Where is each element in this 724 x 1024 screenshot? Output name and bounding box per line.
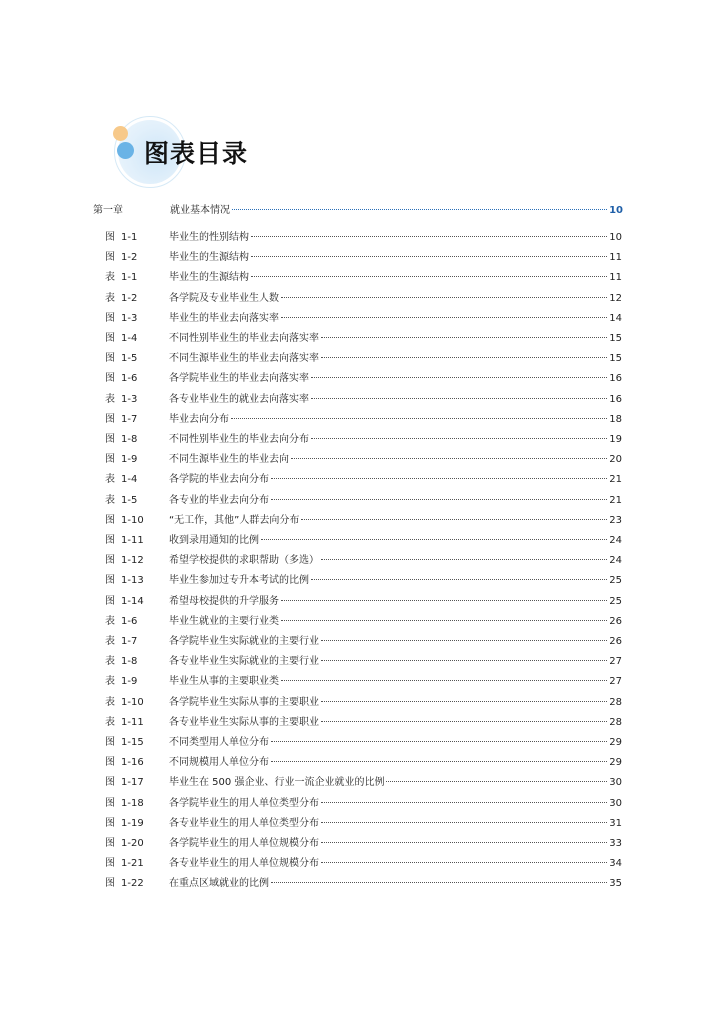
toc-entry-row[interactable] bbox=[0, 290, 724, 308]
entry-title: 不同生源毕业生的毕业去向落实率 bbox=[169, 353, 319, 365]
entry-kind: 图 bbox=[105, 777, 115, 789]
entry-number: 1-2 bbox=[121, 252, 138, 264]
entry-kind: 图 bbox=[105, 555, 115, 567]
entry-page-number: 16 bbox=[609, 393, 622, 405]
dot-leader bbox=[321, 721, 607, 722]
entry-page-number: 28 bbox=[609, 696, 622, 708]
entry-kind: 表 bbox=[105, 656, 115, 668]
toc-entry-row[interactable] bbox=[0, 411, 724, 429]
entry-number: 1-5 bbox=[121, 494, 138, 506]
dot-leader bbox=[321, 660, 607, 661]
entry-title: 各专业毕业生的用人单位类型分布 bbox=[169, 817, 319, 829]
dot-leader bbox=[271, 882, 607, 883]
entry-number: 1-7 bbox=[121, 636, 138, 647]
dot-leader bbox=[291, 458, 607, 459]
decorative-dot-orange bbox=[113, 126, 128, 141]
entry-page-number: 14 bbox=[609, 312, 622, 324]
toc-entry-row[interactable] bbox=[0, 754, 724, 772]
entry-page-number: 16 bbox=[609, 373, 622, 385]
entry-number: 1-16 bbox=[121, 757, 144, 769]
toc-entry-row[interactable] bbox=[0, 350, 724, 368]
dot-leader bbox=[251, 236, 607, 237]
entry-number: 1-20 bbox=[121, 838, 144, 849]
page-title: 图表目录 bbox=[144, 139, 249, 168]
entry-number: 1-9 bbox=[121, 454, 138, 466]
entry-page-number: 34 bbox=[609, 858, 622, 870]
entry-number: 1-15 bbox=[121, 737, 144, 748]
entry-label bbox=[105, 653, 137, 671]
entry-title: 不同规模用人单位分布 bbox=[169, 757, 269, 769]
entry-title: 各专业毕业生实际从事的主要职业 bbox=[169, 716, 319, 728]
entry-title: 不同生源毕业生的毕业去向 bbox=[169, 454, 289, 466]
toc-entry-row[interactable] bbox=[0, 269, 724, 287]
dot-leader bbox=[311, 438, 607, 439]
entry-kind: 图 bbox=[105, 797, 115, 809]
toc-entry-row[interactable] bbox=[0, 310, 724, 328]
entry-kind: 图 bbox=[105, 595, 115, 607]
toc-entry-row[interactable] bbox=[0, 572, 724, 590]
entry-page-number: 21 bbox=[609, 494, 622, 506]
entry-title: “无工作，其他”人群去向分布 bbox=[169, 514, 300, 526]
dot-leader bbox=[261, 539, 607, 540]
entry-page-number: 25 bbox=[609, 575, 622, 587]
entry-kind: 图 bbox=[105, 333, 115, 344]
toc-entry-row[interactable] bbox=[0, 471, 724, 489]
toc-entry-row[interactable] bbox=[0, 391, 724, 409]
entry-label bbox=[105, 673, 137, 691]
dot-leader bbox=[271, 741, 607, 742]
entry-title: 不同性别毕业生的毕业去向落实率 bbox=[169, 333, 319, 344]
entry-kind: 表 bbox=[105, 272, 115, 284]
entry-number: 1-8 bbox=[121, 656, 138, 668]
entry-title: 希望学校提供的求职帮助（多选） bbox=[169, 555, 319, 567]
entry-label bbox=[105, 512, 144, 530]
toc-entry-row[interactable] bbox=[0, 593, 724, 611]
toc-entry-row[interactable] bbox=[0, 875, 724, 893]
toc-chapter-row[interactable] bbox=[0, 202, 724, 220]
entry-kind: 表 bbox=[105, 676, 115, 688]
entry-label bbox=[105, 694, 144, 712]
entry-title: 毕业生的毕业去向落实率 bbox=[169, 312, 279, 324]
entry-number: 1-7 bbox=[121, 413, 138, 425]
entry-title: 希望母校提供的升学服务 bbox=[169, 595, 279, 607]
entry-number: 1-1 bbox=[121, 232, 138, 243]
entry-page-number: 21 bbox=[609, 474, 622, 486]
toc-entry-row[interactable] bbox=[0, 492, 724, 510]
entry-label bbox=[105, 532, 144, 550]
entry-title: 收到录用通知的比例 bbox=[169, 535, 259, 546]
toc-entry-row[interactable] bbox=[0, 734, 724, 752]
entry-page-number: 27 bbox=[609, 676, 622, 688]
toc-entry-row[interactable] bbox=[0, 330, 724, 348]
toc-entry-row[interactable] bbox=[0, 673, 724, 691]
toc-entry-row[interactable] bbox=[0, 815, 724, 833]
entry-title: 各学院及专业毕业生人数 bbox=[169, 292, 279, 304]
entry-title: 毕业生在 500 强企业、行业一流企业就业的比例 bbox=[169, 777, 385, 789]
entry-label bbox=[105, 229, 137, 247]
entry-label bbox=[105, 330, 137, 348]
entry-number: 1-17 bbox=[121, 777, 144, 789]
entry-kind: 图 bbox=[105, 737, 115, 748]
toc-entry-row[interactable] bbox=[0, 451, 724, 469]
entry-label bbox=[105, 593, 144, 611]
entry-number: 1-10 bbox=[121, 696, 144, 708]
entry-label bbox=[105, 451, 137, 469]
dot-leader bbox=[311, 398, 607, 399]
entry-kind: 图 bbox=[105, 454, 115, 466]
entry-title: 不同类型用人单位分布 bbox=[169, 737, 269, 748]
entry-label bbox=[105, 754, 144, 772]
entry-number: 1-1 bbox=[121, 272, 138, 284]
entry-kind: 图 bbox=[105, 878, 115, 890]
entry-page-number: 31 bbox=[609, 817, 622, 829]
entry-number: 1-4 bbox=[121, 333, 138, 344]
entry-kind: 图 bbox=[105, 232, 115, 243]
entry-label bbox=[105, 391, 137, 409]
entry-kind: 图 bbox=[105, 575, 115, 587]
entry-label bbox=[105, 411, 137, 429]
entry-number: 1-22 bbox=[121, 878, 144, 890]
entry-label bbox=[105, 835, 144, 853]
entry-page-number: 11 bbox=[609, 272, 622, 284]
toc-entry-row[interactable] bbox=[0, 795, 724, 813]
dot-leader bbox=[281, 317, 607, 318]
entry-label bbox=[105, 269, 137, 287]
toc-entry-row[interactable] bbox=[0, 512, 724, 530]
entry-number: 1-9 bbox=[121, 676, 138, 688]
dot-leader bbox=[281, 297, 607, 298]
entry-number: 1-3 bbox=[121, 312, 138, 324]
entry-kind: 图 bbox=[105, 838, 115, 849]
dot-leader bbox=[232, 209, 607, 210]
toc-entry-row[interactable] bbox=[0, 694, 724, 712]
entry-title: 在重点区域就业的比例 bbox=[169, 878, 269, 890]
entry-page-number: 33 bbox=[609, 838, 622, 849]
entry-label bbox=[105, 633, 137, 651]
entry-kind: 表 bbox=[105, 636, 115, 647]
chapter-label: 第一章 bbox=[93, 205, 123, 216]
entry-page-number: 20 bbox=[609, 454, 622, 466]
entry-label bbox=[105, 714, 144, 732]
entry-kind: 表 bbox=[105, 696, 115, 708]
entry-page-number: 19 bbox=[609, 434, 622, 445]
entry-kind: 图 bbox=[105, 817, 115, 829]
entry-title: 各学院毕业生实际就业的主要行业 bbox=[169, 636, 319, 647]
entry-label bbox=[105, 613, 137, 631]
entry-page-number: 12 bbox=[609, 292, 622, 304]
dot-leader bbox=[271, 761, 607, 762]
chapter-title: 就业基本情况 bbox=[170, 205, 230, 216]
entry-number: 1-12 bbox=[121, 555, 144, 567]
decorative-dot-blue bbox=[117, 142, 134, 159]
entry-label bbox=[105, 492, 137, 510]
entry-page-number: 10 bbox=[609, 232, 622, 243]
entry-kind: 图 bbox=[105, 252, 115, 264]
dot-leader bbox=[321, 822, 607, 823]
entry-number: 1-3 bbox=[121, 393, 138, 405]
entry-kind: 图 bbox=[105, 535, 115, 546]
entry-number: 1-13 bbox=[121, 575, 144, 587]
entry-number: 1-21 bbox=[121, 858, 144, 870]
entry-label bbox=[105, 572, 144, 590]
toc-entry-row[interactable] bbox=[0, 613, 724, 631]
entry-number: 1-8 bbox=[121, 434, 138, 445]
entry-kind: 表 bbox=[105, 393, 115, 405]
dot-leader bbox=[386, 781, 607, 782]
entry-label bbox=[105, 290, 137, 308]
entry-page-number: 26 bbox=[609, 615, 622, 627]
dot-leader bbox=[321, 559, 607, 560]
entry-title: 各专业的毕业去向分布 bbox=[169, 494, 269, 506]
entry-page-number: 25 bbox=[609, 595, 622, 607]
entry-title: 各学院毕业生的用人单位类型分布 bbox=[169, 797, 319, 809]
entry-title: 毕业生的生源结构 bbox=[169, 272, 249, 284]
entry-label bbox=[105, 310, 137, 328]
dot-leader bbox=[281, 600, 607, 601]
dot-leader bbox=[321, 337, 607, 338]
entry-number: 1-18 bbox=[121, 797, 144, 809]
entry-page-number: 29 bbox=[609, 737, 622, 748]
entry-label bbox=[105, 855, 144, 873]
entry-label bbox=[105, 552, 144, 570]
entry-number: 1-2 bbox=[121, 292, 138, 304]
toc-entry-row[interactable] bbox=[0, 855, 724, 873]
entry-kind: 图 bbox=[105, 757, 115, 769]
entry-page-number: 27 bbox=[609, 656, 622, 668]
chapter-page-number: 10 bbox=[609, 205, 623, 216]
dot-leader bbox=[231, 418, 607, 419]
entry-kind: 图 bbox=[105, 312, 115, 324]
entry-page-number: 28 bbox=[609, 716, 622, 728]
dot-leader bbox=[251, 276, 607, 277]
entry-title: 毕业生从事的主要职业类 bbox=[169, 676, 279, 688]
entry-label bbox=[105, 774, 144, 792]
entry-number: 1-6 bbox=[121, 615, 138, 627]
entry-label bbox=[105, 795, 144, 813]
toc-entry-row[interactable] bbox=[0, 774, 724, 792]
entry-title: 毕业生参加过专升本考试的比例 bbox=[169, 575, 309, 587]
entry-kind: 表 bbox=[105, 615, 115, 627]
entry-kind: 表 bbox=[105, 474, 115, 486]
entry-page-number: 23 bbox=[609, 514, 622, 526]
dot-leader bbox=[271, 499, 607, 500]
entry-label bbox=[105, 471, 137, 489]
dot-leader bbox=[271, 478, 607, 479]
entry-kind: 图 bbox=[105, 434, 115, 445]
dot-leader bbox=[321, 357, 607, 358]
entry-page-number: 18 bbox=[609, 413, 622, 425]
dot-leader bbox=[321, 862, 607, 863]
entry-label bbox=[105, 249, 137, 267]
entry-title: 毕业生就业的主要行业类 bbox=[169, 615, 279, 627]
entry-page-number: 26 bbox=[609, 636, 622, 647]
entry-number: 1-4 bbox=[121, 474, 138, 486]
entry-label bbox=[105, 734, 144, 752]
entry-kind: 表 bbox=[105, 292, 115, 304]
entry-kind: 图 bbox=[105, 413, 115, 425]
entry-label bbox=[105, 875, 144, 893]
entry-kind: 表 bbox=[105, 494, 115, 506]
entry-title: 各专业毕业生的就业去向落实率 bbox=[169, 393, 309, 405]
entry-title: 各学院毕业生实际从事的主要职业 bbox=[169, 696, 319, 708]
entry-page-number: 24 bbox=[609, 555, 622, 567]
entry-title: 各学院的毕业去向分布 bbox=[169, 474, 269, 486]
entry-number: 1-19 bbox=[121, 817, 144, 829]
dot-leader bbox=[301, 519, 607, 520]
toc-entry-row[interactable] bbox=[0, 653, 724, 671]
entry-title: 毕业生的性别结构 bbox=[169, 232, 249, 243]
toc-entry-row[interactable] bbox=[0, 249, 724, 267]
toc-entry-row[interactable] bbox=[0, 370, 724, 388]
entry-title: 毕业生的生源结构 bbox=[169, 252, 249, 264]
dot-leader bbox=[311, 377, 607, 378]
toc-entry-row[interactable] bbox=[0, 552, 724, 570]
toc-entry-row[interactable] bbox=[0, 835, 724, 853]
entry-label bbox=[105, 431, 137, 449]
entry-label bbox=[105, 815, 144, 833]
entry-page-number: 24 bbox=[609, 535, 622, 546]
dot-leader bbox=[281, 620, 607, 621]
entry-page-number: 11 bbox=[609, 252, 622, 264]
dot-leader bbox=[321, 640, 607, 641]
toc-entry-row[interactable] bbox=[0, 229, 724, 247]
entry-page-number: 15 bbox=[609, 353, 622, 365]
dot-leader bbox=[321, 701, 607, 702]
toc-entry-row[interactable] bbox=[0, 714, 724, 732]
dot-leader bbox=[251, 256, 607, 257]
entry-label bbox=[105, 350, 137, 368]
entry-page-number: 30 bbox=[609, 777, 622, 789]
entry-number: 1-10 bbox=[121, 514, 144, 526]
dot-leader bbox=[281, 680, 607, 681]
entry-page-number: 30 bbox=[609, 797, 622, 809]
dot-leader bbox=[321, 842, 607, 843]
dot-leader bbox=[311, 579, 607, 580]
entry-number: 1-6 bbox=[121, 373, 138, 385]
entry-title: 毕业去向分布 bbox=[169, 413, 229, 425]
entry-number: 1-11 bbox=[121, 716, 144, 728]
entry-kind: 图 bbox=[105, 514, 115, 526]
entry-title: 各学院毕业生的毕业去向落实率 bbox=[169, 373, 309, 385]
dot-leader bbox=[321, 802, 607, 803]
entry-kind: 图 bbox=[105, 353, 115, 365]
entry-label bbox=[105, 370, 137, 388]
entry-kind: 图 bbox=[105, 858, 115, 870]
entry-page-number: 29 bbox=[609, 757, 622, 769]
entry-number: 1-5 bbox=[121, 353, 138, 365]
entry-page-number: 15 bbox=[609, 333, 622, 344]
entry-title: 各专业毕业生实际就业的主要行业 bbox=[169, 656, 319, 668]
entry-kind: 表 bbox=[105, 716, 115, 728]
entry-title: 不同性别毕业生的毕业去向分布 bbox=[169, 434, 309, 445]
entry-title: 各专业毕业生的用人单位规模分布 bbox=[169, 858, 319, 870]
toc-entry-row[interactable] bbox=[0, 431, 724, 449]
toc-entry-row[interactable] bbox=[0, 633, 724, 651]
entry-number: 1-14 bbox=[121, 595, 144, 607]
entry-title: 各学院毕业生的用人单位规模分布 bbox=[169, 838, 319, 849]
entry-page-number: 35 bbox=[609, 878, 622, 890]
toc-entry-row[interactable] bbox=[0, 532, 724, 550]
entry-number: 1-11 bbox=[121, 535, 144, 546]
toc-heading bbox=[110, 118, 310, 188]
entry-kind: 图 bbox=[105, 373, 115, 385]
